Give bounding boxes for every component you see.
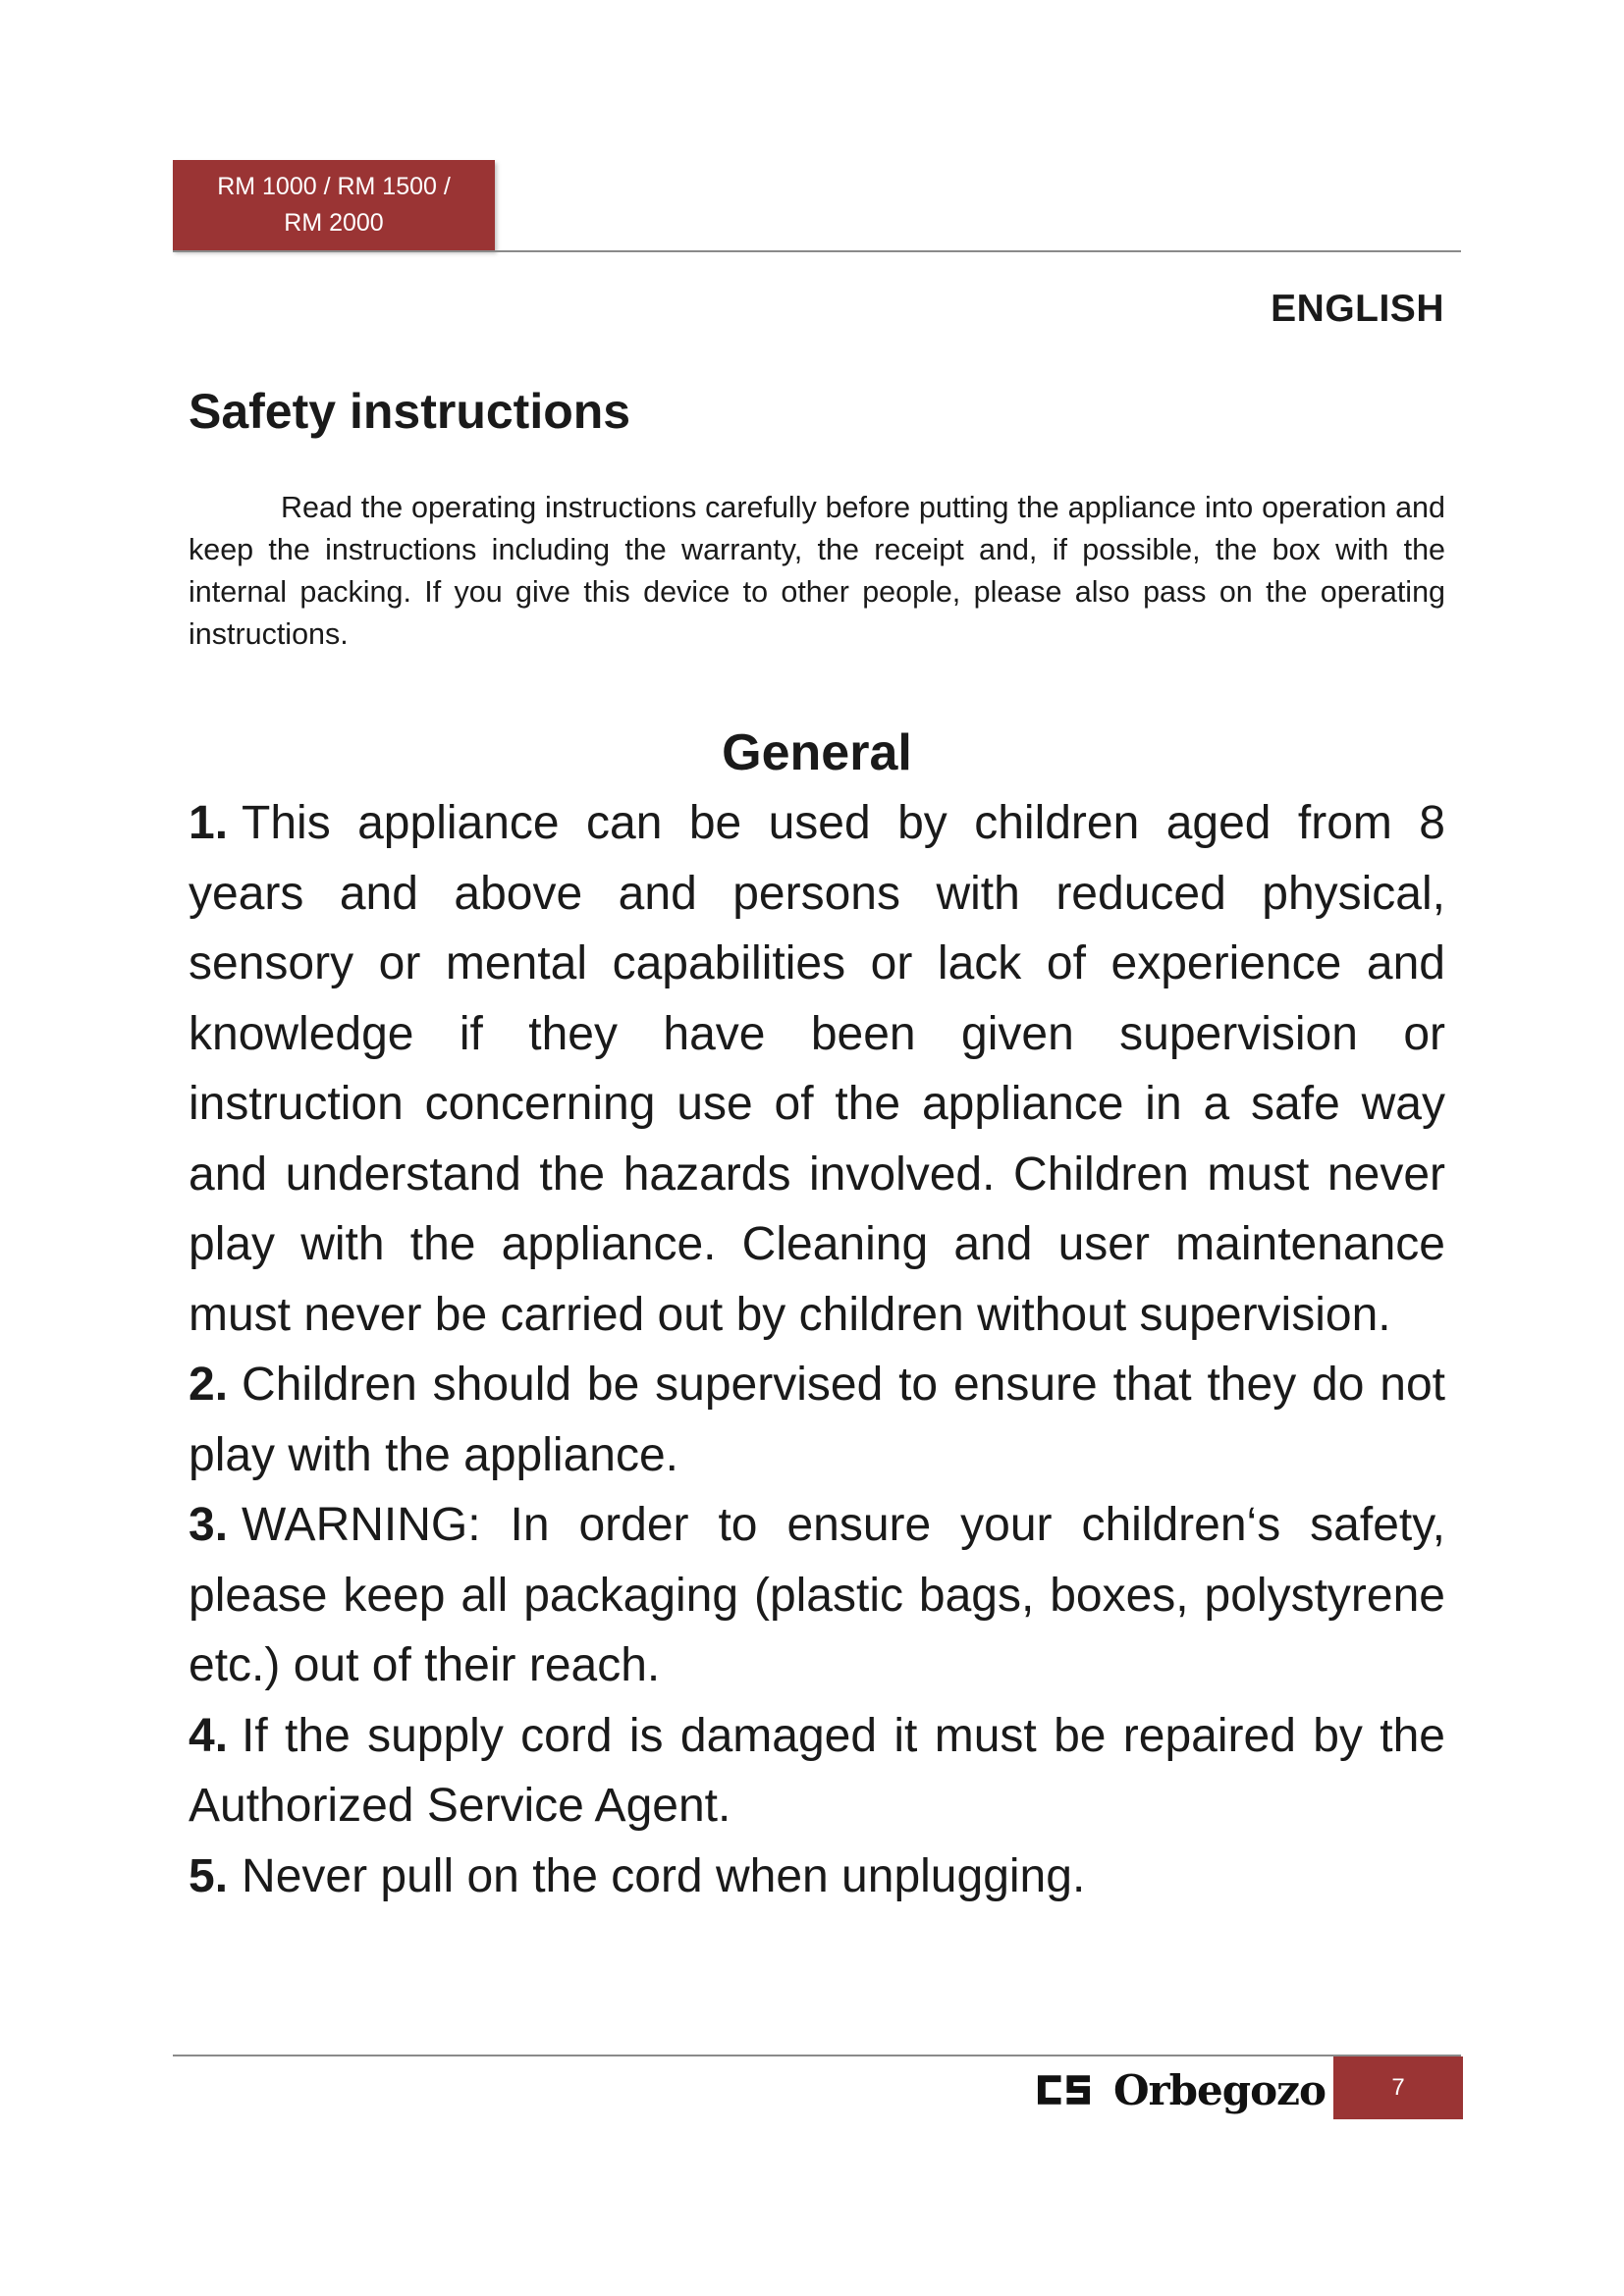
model-tab — [173, 160, 495, 250]
item-number: 4. — [189, 1709, 229, 1762]
item-number: 1. — [189, 797, 229, 849]
instruction-item — [189, 1701, 1445, 1842]
intro-paragraph: Read the operating instructions carefully before putting the appliance into operation and keep the instructions including the warranty, the receipt and, if possible, the box with the internal packing. If you give this device to other people, please also pass on the operating instructions. — [189, 491, 1445, 651]
instruction-item — [189, 1490, 1445, 1701]
brand-logo — [1036, 2061, 1326, 2118]
item-text: If the supply cord is damaged it must be repaired by the Authorized Service Agent. — [189, 1709, 1445, 1832]
item-text: This appliance can be used by children aged from 8 years and above and persons with reduced physical, sensory or mental capabilities or lack of experience and knowledge if they have been given supervision or instruction concerning use of the appliance in a safe way and understand the hazards involved. Children must never play with the appliance. Cleaning and user maintenance must never be carried out by children without supervision. — [189, 797, 1445, 1341]
item-text: Children should be supervised to ensure that they do not play with the appliance. — [189, 1359, 1445, 1481]
section-title: Safety instructions — [189, 384, 631, 439]
header-divider — [173, 250, 1461, 252]
language-label: ENGLISH — [1271, 288, 1444, 330]
instruction-item — [189, 1350, 1445, 1490]
item-text: WARNING: In order to ensure your children‘s safety, please keep all packaging (plastic bags, boxes, polystyrene etc.) out of their reach. — [189, 1499, 1445, 1691]
item-number: 3. — [189, 1499, 229, 1551]
model-line-1: RM 1000 / RM 1500 / — [217, 173, 451, 200]
instruction-item — [189, 788, 1445, 1350]
instruction-item — [189, 1842, 1445, 1912]
footer-divider — [173, 2055, 1461, 2056]
item-text: Never pull on the cord when unplugging. — [242, 1849, 1086, 1902]
page-number: 7 — [1391, 2074, 1405, 2101]
model-line-2: RM 2000 — [284, 209, 384, 237]
brand-name: Orbegozo — [1112, 2065, 1326, 2114]
general-heading: General — [722, 724, 912, 781]
item-number: 5. — [189, 1849, 229, 1902]
instruction-list — [189, 788, 1445, 1911]
page-number-tab — [1333, 2056, 1463, 2119]
orbegozo-logo-icon — [1036, 2073, 1092, 2107]
item-number: 2. — [189, 1359, 229, 1411]
